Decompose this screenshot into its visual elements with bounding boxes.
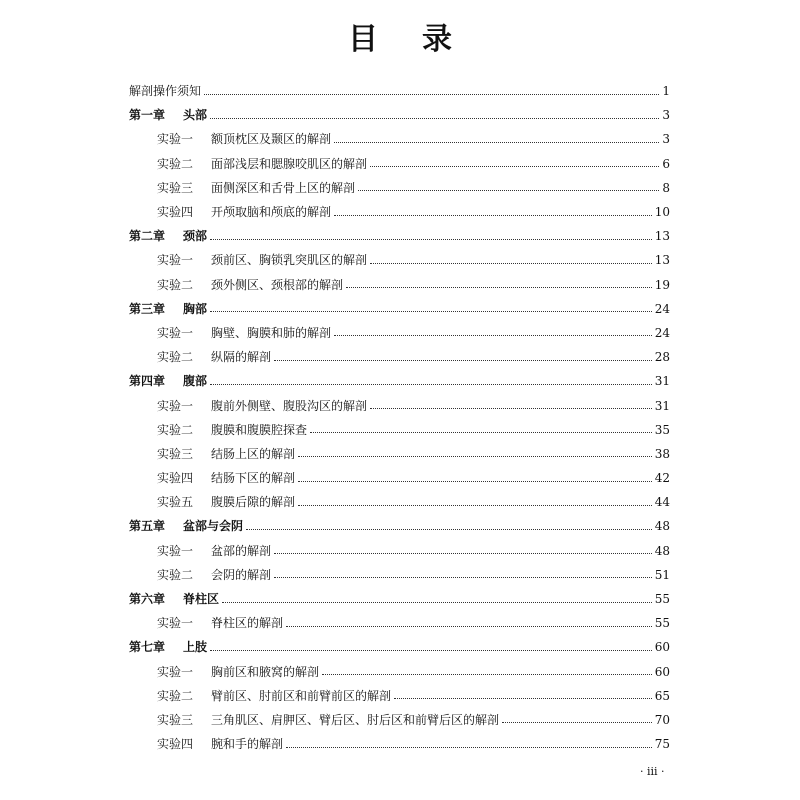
toc-leader-dots [370,408,652,409]
toc-leader-dots [210,118,659,119]
toc-entry-number: 实验二 [157,277,194,292]
toc-entry-page: 28 [654,350,670,365]
toc-entry-experiment [129,539,670,563]
toc-entry-page: 24 [654,325,670,340]
toc-entry-experiment [129,490,670,514]
toc-entry-number: 第二章 [129,229,166,244]
page-title-char: 目 [348,22,378,57]
toc-entry-experiment [129,321,670,345]
table-of-contents [129,79,670,756]
toc-entry-number: 实验一 [157,664,194,679]
toc-entry-page: 3 [662,132,670,147]
toc-entry-page: 60 [654,664,670,679]
toc-entry-title: 解剖操作须知 [129,84,202,99]
toc-entry-number: 实验二 [157,422,194,437]
toc-entry-title: 腕和手的解剖 [211,737,284,752]
toc-entry-title: 面部浅层和腮腺咬肌区的解剖 [211,156,368,171]
toc-entry-number: 第六章 [129,592,166,607]
toc-entry-title: 开颅取脑和颅底的解剖 [211,205,332,220]
toc-leader-dots [286,747,652,748]
toc-entry-title: 胸前区和腋窝的解剖 [211,664,320,679]
toc-leader-dots [246,529,652,530]
toc-entry-title: 头部 [183,108,208,123]
toc-entry-page: 10 [654,205,670,220]
toc-entry-experiment [129,418,670,442]
toc-entry-chapter [129,635,670,659]
toc-leader-dots [370,263,652,264]
toc-entry-title: 纵隔的解剖 [211,350,272,365]
toc-leader-dots [346,287,652,288]
toc-leader-dots [322,674,652,675]
toc-entry-page: 60 [654,640,670,655]
toc-entry-number: 实验二 [157,156,194,171]
toc-entry-page: 55 [654,616,670,631]
toc-leader-dots [210,650,652,651]
toc-entry-experiment [129,563,670,587]
toc-entry-page: 8 [662,180,670,195]
toc-entry-page: 31 [654,398,670,413]
toc-entry-title: 胸壁、胸膜和肺的解剖 [211,325,332,340]
toc-entry-title: 胸部 [183,301,208,316]
toc-entry-number: 实验一 [157,253,194,268]
toc-entry-experiment [129,127,670,151]
toc-entry-page: 3 [662,108,670,123]
toc-entry-title: 腹部 [183,374,208,389]
toc-entry-chapter [129,587,670,611]
toc-leader-dots [204,94,659,95]
toc-entry-page: 1 [662,84,670,99]
toc-leader-dots [310,432,652,433]
toc-entry-chapter [129,369,670,393]
toc-entry-chapter [129,103,670,127]
toc-leader-dots [370,166,659,167]
toc-entry-title: 上肢 [183,640,208,655]
toc-entry-number: 第一章 [129,108,166,123]
toc-entry-experiment [129,611,670,635]
toc-entry-experiment [129,442,670,466]
toc-entry-page: 65 [654,688,670,703]
toc-entry-page: 38 [654,446,670,461]
toc-entry-number: 实验一 [157,398,194,413]
toc-leader-dots [298,505,652,506]
toc-entry-number: 实验四 [157,205,194,220]
toc-entry-page: 24 [654,301,670,316]
toc-entry-number: 第七章 [129,640,166,655]
toc-entry-title: 脊柱区的解剖 [211,616,284,631]
toc-leader-dots [334,335,652,336]
toc-leader-dots [298,456,652,457]
toc-entry-number: 实验四 [157,737,194,752]
toc-entry-title: 结肠上区的解剖 [211,446,296,461]
toc-entry-page: 75 [654,737,670,752]
toc-entry-experiment [129,200,670,224]
toc-entry-title: 面侧深区和舌骨上区的解剖 [211,180,356,195]
page-number: · iii · [640,765,665,778]
toc-entry-experiment [129,152,670,176]
toc-entry-page: 13 [654,253,670,268]
toc-entry-number: 第四章 [129,374,166,389]
toc-entry-title: 盆部的解剖 [211,543,272,558]
toc-entry-title: 结肠下区的解剖 [211,471,296,486]
toc-entry-title: 会阴的解剖 [211,567,272,582]
toc-entry-page: 55 [654,592,670,607]
toc-entry-number: 实验三 [157,712,194,727]
page-title-char: 录 [422,22,452,57]
toc-entry-experiment [129,176,670,200]
toc-entry-number: 实验五 [157,495,194,510]
toc-entry-number: 实验二 [157,688,194,703]
toc-entry-experiment [129,393,670,417]
toc-entry-page: 51 [654,567,670,582]
toc-leader-dots [210,384,652,385]
toc-leader-dots [286,626,652,627]
toc-entry-page: 48 [654,543,670,558]
toc-leader-dots [222,602,652,603]
toc-entry-title: 颈前区、胸锁乳突肌区的解剖 [211,253,368,268]
toc-leader-dots [210,239,652,240]
toc-entry-title: 三角肌区、肩胛区、臂后区、肘后区和前臂后区的解剖 [211,712,500,727]
toc-entry-number: 第三章 [129,301,166,316]
toc-entry-page: 44 [654,495,670,510]
toc-entry-number: 实验一 [157,543,194,558]
toc-entry-title: 腹膜后隙的解剖 [211,495,296,510]
toc-entry [129,79,670,103]
toc-entry-page: 48 [654,519,670,534]
toc-entry-experiment [129,684,670,708]
toc-entry-title: 额顶枕区及颞区的解剖 [211,132,332,147]
toc-entry-title: 腹前外侧壁、腹股沟区的解剖 [211,398,368,413]
toc-entry-page: 13 [654,229,670,244]
toc-entry-page: 42 [654,471,670,486]
toc-entry-number: 第五章 [129,519,166,534]
toc-entry-title: 盆部与会阴 [183,519,244,534]
toc-entry-page: 70 [654,712,670,727]
toc-entry-number: 实验四 [157,471,194,486]
toc-entry-title: 颈部 [183,229,208,244]
toc-entry-number: 实验一 [157,132,194,147]
toc-entry-number: 实验三 [157,180,194,195]
toc-entry-chapter [129,224,670,248]
toc-entry-title: 颈外侧区、颈根部的解剖 [211,277,344,292]
toc-entry-number: 实验一 [157,616,194,631]
toc-leader-dots [274,577,652,578]
toc-leader-dots [502,722,652,723]
toc-leader-dots [394,698,652,699]
toc-leader-dots [334,142,659,143]
toc-entry-experiment [129,708,670,732]
toc-entry-chapter [129,514,670,538]
toc-entry-chapter [129,297,670,321]
toc-entry-number: 实验二 [157,350,194,365]
toc-leader-dots [274,553,652,554]
toc-entry-experiment [129,466,670,490]
toc-entry-title: 臂前区、肘前区和前臂前区的解剖 [211,688,392,703]
toc-entry-title: 脊柱区 [183,592,220,607]
toc-entry-title: 腹膜和腹膜腔探查 [211,422,308,437]
toc-entry-page: 35 [654,422,670,437]
toc-leader-dots [334,215,652,216]
toc-entry-experiment [129,660,670,684]
toc-leader-dots [298,481,652,482]
toc-entry-page: 19 [654,277,670,292]
toc-entry-number: 实验三 [157,446,194,461]
toc-entry-experiment [129,732,670,756]
toc-entry-experiment [129,345,670,369]
toc-leader-dots [358,190,659,191]
toc-entry-page: 31 [654,374,670,389]
toc-leader-dots [274,360,652,361]
toc-entry-number: 实验一 [157,325,194,340]
toc-entry-experiment [129,273,670,297]
toc-entry-number: 实验二 [157,567,194,582]
toc-leader-dots [210,311,652,312]
page-title [0,14,800,58]
toc-entry-experiment [129,248,670,272]
toc-entry-page: 6 [662,156,670,171]
